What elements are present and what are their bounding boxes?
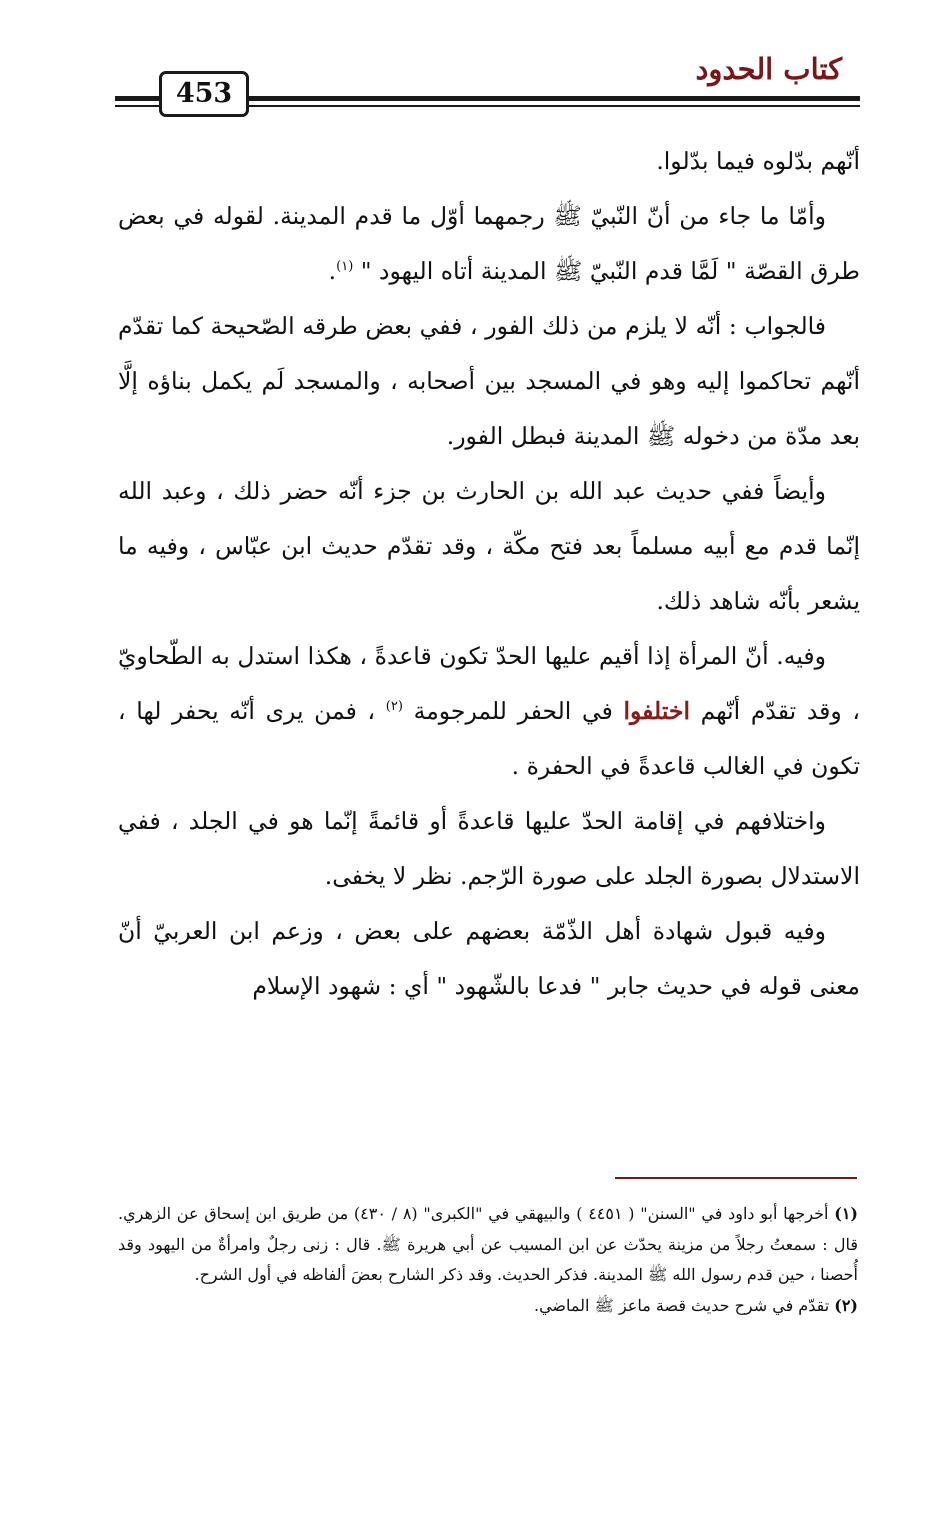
paragraph-5 [118,629,860,794]
main-text [118,134,860,1014]
footnotes [118,1199,858,1321]
paragraph-4: وأيضاً ففي حديث عبد الله بن الحارث بن جزء أنّه حضر ذلك ، وعبد الله إنّما قدم مع أبيه مسلماً بعد فتح مكّة ، وقد تقدّم حديث ابن عبّاس ، وفيه ما يشعر بأنّه شاهد ذلك. [118,477,860,615]
paragraph-2-text: وأمّا ما جاء من أنّ النّبيّ ﷺ رجمهما أوّل ما قدم المدينة. لقوله في بعض طرق القصّة " لَمَّا قدم النّبيّ ﷺ المدينة أتاه اليهود " [118,202,860,285]
footnote-ref-2[interactable]: (٢) [385,699,403,715]
footnote-separator [615,1177,857,1179]
paragraph-5-text-a: وفيه. أنّ المرأة إذا أقيم عليها الحدّ تكون قاعدةً ، هكذا استدل به الطّحاويّ ، وقد تقدّم أنّهم [118,642,860,725]
footnote-1 [118,1199,858,1291]
paragraph-5-text-b: في الحفر للمرجومة [413,697,613,725]
paragraph-1: أنّهم بدّلوه فيما بدّلوا. [656,147,860,175]
paragraph-7: وفيه قبول شهادة أهل الذّمّة بعضهم على بعض ، وزعم ابن العربيّ أنّ معنى قوله في حديث جابر " فدعا بالشّهود " أي : شهود الإسلام [118,917,860,1000]
page-number-box [159,71,249,117]
footnote-2 [118,1291,858,1322]
footnote-2-number: (٢) [834,1295,858,1315]
paragraph-2-end: . [328,257,337,285]
paragraph-6: واختلافهم في إقامة الحدّ عليها قاعدةً أو قائمةً إنّما هو في الجلد ، ففي الاستدلال بصورة الجلد على صورة الرّجم. نظر لا يخفى. [118,807,860,890]
page-header [115,52,860,112]
footnote-2-text: تقدّم في شرح حديث قصة ماعز ﷺ الماضي. [534,1295,830,1315]
paragraph-5-text-c: ، فمن يرى أنّه يحفر لها ، تكون في الغالب قاعدةً في الحفرة . [118,697,860,780]
paragraph-3: فالجواب : أنّه لا يلزم من ذلك الفور ، ففي بعض طرقه الصّحيحة كما تقدّم أنّهم تحاكموا إليه وهو في المسجد بين أصحابه ، والمسجد لَم يكمل بناؤه إلَّا بعد مدّة من دخوله ﷺ المدينة فبطل الفور. [118,312,860,450]
paragraph-2 [118,189,860,299]
footnote-1-number: (١) [834,1204,858,1223]
highlighted-word: اختلفوا [623,697,690,725]
footnote-1-text: أخرجها أبو داود في "السنن" ( ٤٤٥١ ) والبيهقي في "الكبرى" (٨ / ٤٣٠) من طريق ابن إسحاق عن الزهري. قال : سمعتُ رجلاً من مزينة يحدّث عن ابن المسيب عن أبي هريرة ﷺ. قال : زنى رجلٌ وامرأةٌ من اليهود وقد أُحصنا ، حين قدم رسول الله ﷺ المدينة. فذكر الحديث. وقد ذكر الشارح بعضَ ألفاظه في أول الشرح. [118,1204,858,1284]
book-title: كتاب الحدود [695,52,842,86]
page-number: 453 [175,78,233,109]
footnote-ref-1[interactable]: (١) [336,259,354,275]
